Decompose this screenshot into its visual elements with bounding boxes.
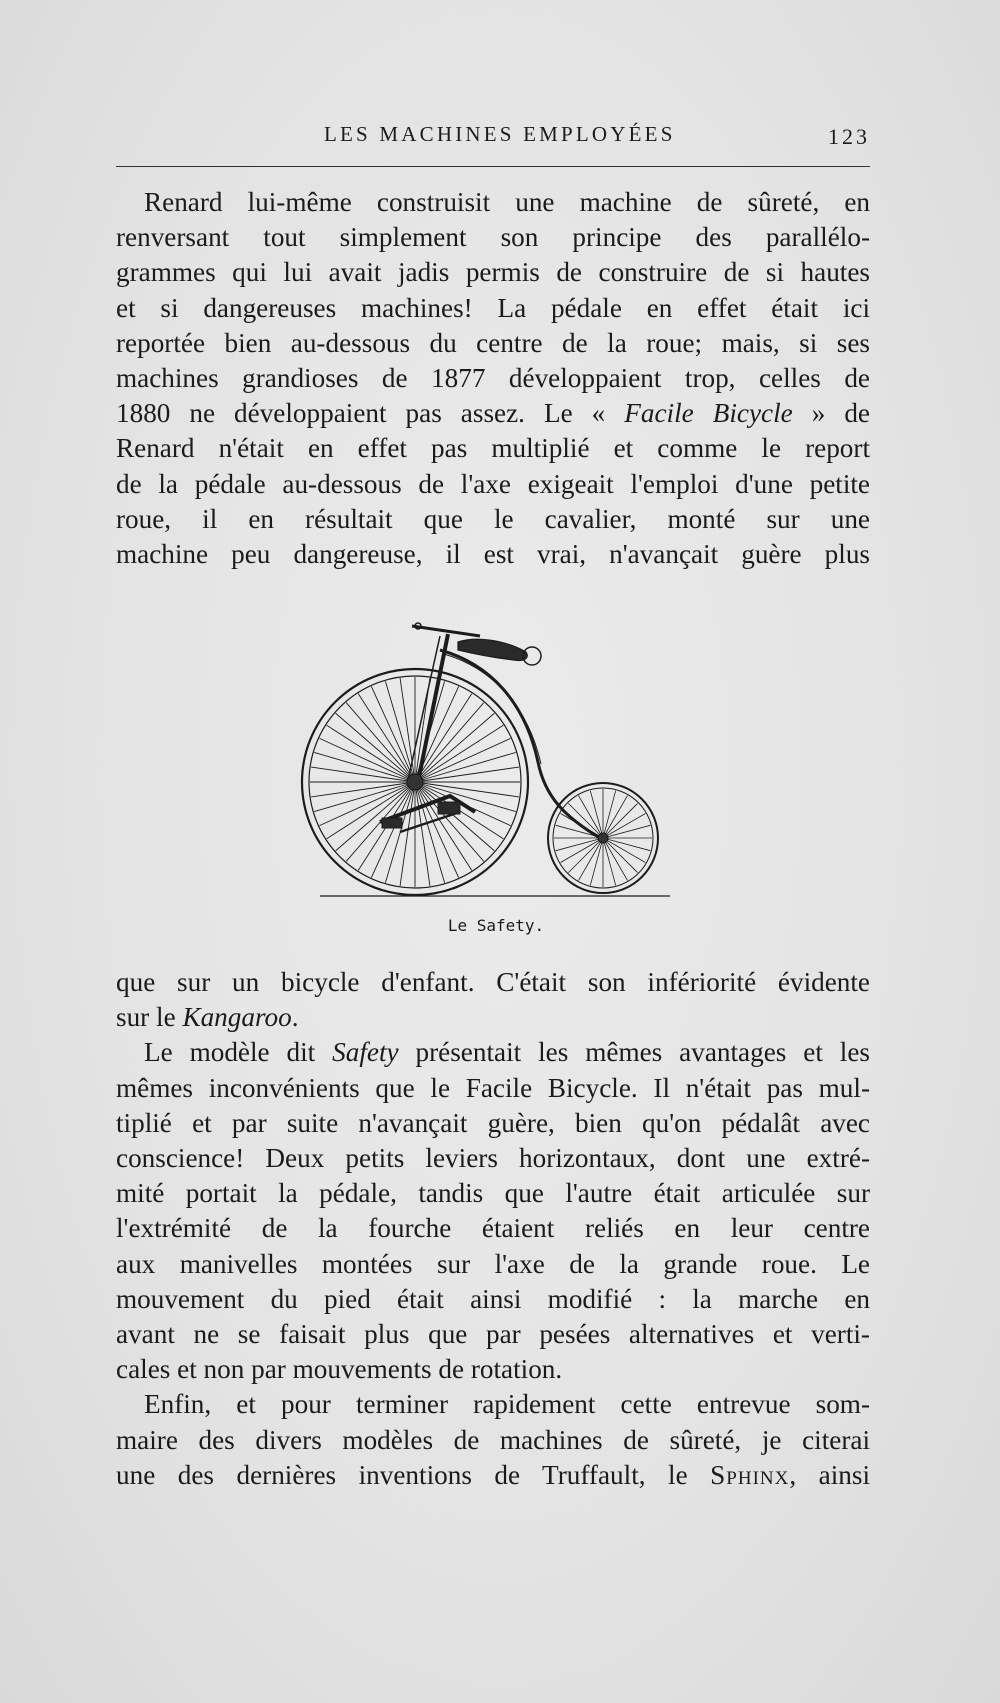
small-caps-sphinx: Sphinx (710, 1459, 790, 1490)
page-number: 123 (828, 124, 870, 149)
text-line: reportée bien au-dessous du centre de la roue; mais, si ses (116, 327, 870, 358)
text-line: conscience! Deux petits leviers horizontaux, dont une extré- (116, 1143, 870, 1174)
text-run: présentait les mêmes avantages et les (415, 1037, 870, 1068)
paragraph-1 (116, 185, 870, 572)
text-line: l'extrémité de la fourche étaient reliés en leur centre (116, 1213, 870, 1244)
running-title: LES MACHINES EMPLOYÉES (324, 122, 676, 146)
text-run: sur le (116, 1002, 176, 1033)
text-line: aux manivelles montées sur l'axe de la grande roue. Le (116, 1248, 870, 1279)
text-run: . (291, 1002, 299, 1033)
text-line: que sur un bicycle d'enfant. C'était son infériorité évidente (116, 967, 870, 997)
text-line: mêmes inconvénients que le Facile Bicycle. Il n'était pas mul- (116, 1072, 870, 1103)
text-run: une des dernières inventions de Truffault, le (116, 1459, 688, 1490)
text-line: grammes qui lui avait jadis permis de construire de si hautes (116, 257, 870, 288)
text-line-mixed (116, 396, 870, 431)
text-line: mouvement du pied était ainsi modifié : la marche en (116, 1283, 870, 1314)
text-line-mixed (116, 1000, 870, 1035)
text-line: tiplié et par suite n'avançait guère, bien qu'on pédalât avec (116, 1107, 870, 1138)
header-rule (116, 166, 870, 167)
text-line: Renard lui-même construisit une machine de sûreté, en (144, 187, 870, 217)
italic-safety: Safety (332, 1037, 399, 1068)
safety-bicycle-figure (300, 612, 680, 912)
text-line: Renard n'était en effet pas multiplié et comme le report (116, 433, 870, 464)
text-run: 1880 ne développaient pas assez. Le « (116, 398, 606, 429)
text-line-mixed (116, 1458, 870, 1493)
italic-title-facile-bicycle: Facile Bicycle (624, 398, 793, 429)
penny-farthing-icon (300, 612, 680, 912)
text-line-mixed (116, 1035, 870, 1070)
text-line: mité portait la pédale, tandis que l'autre était articulée sur (116, 1178, 870, 1209)
text-line: cales et non par mouvements de rotation. (116, 1354, 563, 1385)
text-line: avant ne se faisait plus que par pesées alternatives et verti- (116, 1319, 870, 1350)
text-run: , ainsi (789, 1459, 871, 1490)
text-run: Le modèle dit (144, 1037, 316, 1068)
text-line: de la pédale au-dessous de l'axe exigeait l'emploi d'une petite (116, 468, 870, 499)
text-line: roue, il en résultait que le cavalier, monté sur une (116, 503, 870, 534)
text-line: machines grandioses de 1877 développaient trop, celles de (116, 363, 870, 394)
text-line: renversant tout simplement son principe des parallélo- (116, 222, 870, 253)
text-line: et si dangereuses machines! La pédale en effet était ici (116, 292, 870, 323)
figure-caption (0, 916, 1000, 935)
text-line: machine peu dangereuse, il est vrai, n'avançait guère plus (116, 539, 870, 570)
running-head (116, 122, 870, 152)
paragraph-2-4 (116, 965, 870, 1493)
caption-text: Le Safety. (447, 916, 545, 935)
text-line: Enfin, et pour terminer rapidement cette entrevue som- (144, 1389, 870, 1420)
italic-kangaroo: Kangaroo (182, 1002, 292, 1033)
text-line: maire des divers modèles de machines de sûreté, je citerai (116, 1424, 870, 1455)
text-run: » de (811, 398, 870, 429)
